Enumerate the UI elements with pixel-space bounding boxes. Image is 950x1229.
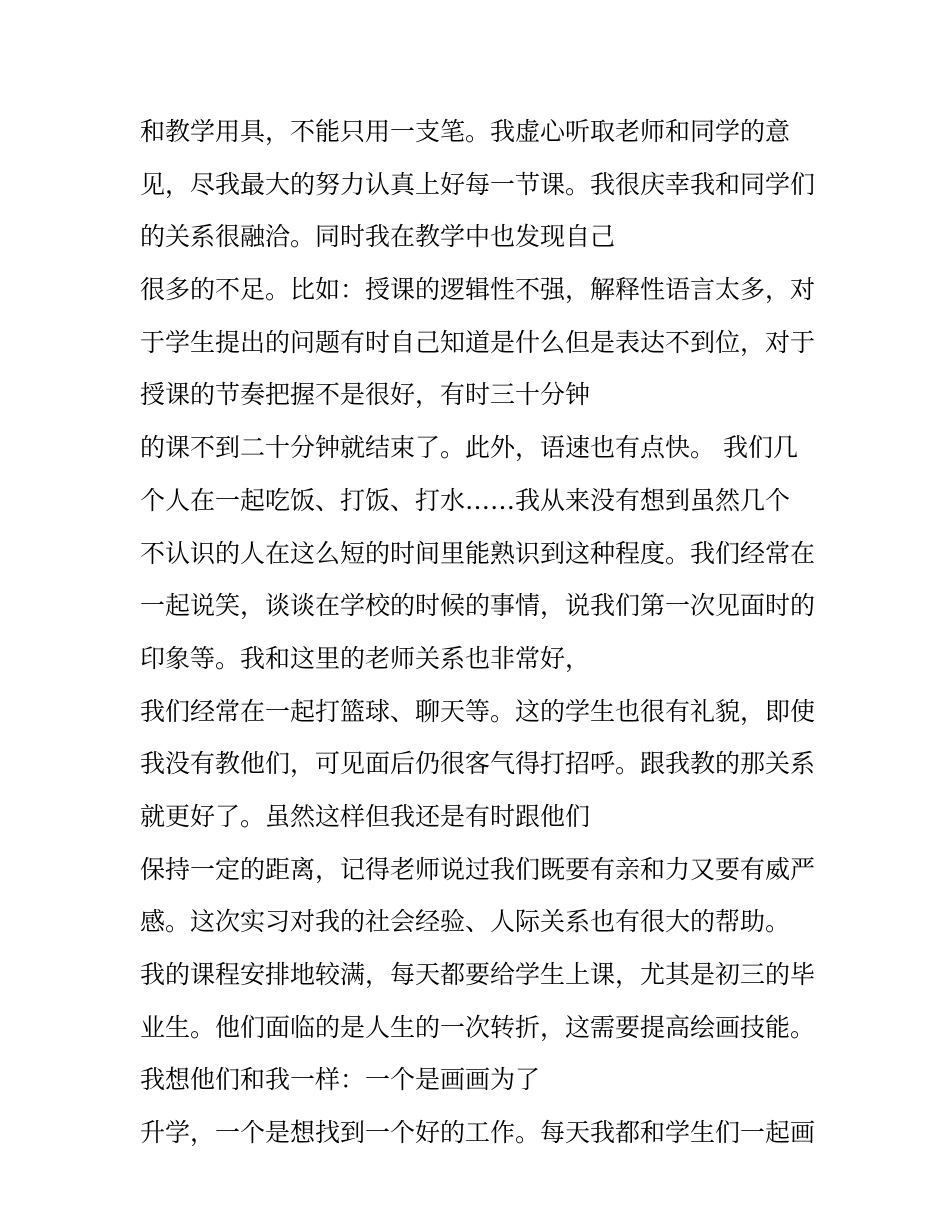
text-line: 不认识的人在这么短的时间里能熟识到这种程度。我们经常在 <box>140 538 816 568</box>
text-line: 印象等。我和这里的老师关系也非常好， <box>140 643 591 673</box>
text-line: 见，尽我最大的努力认真上好每一节课。我很庆幸我和同学们 <box>140 169 816 199</box>
text-line: 我们经常在一起打篮球、聊天等。这的学生也很有礼貌，即使 <box>140 696 816 726</box>
text-line: 个人在一起吃饭、打饭、打水……我从来没有想到虽然几个 <box>140 485 791 515</box>
text-line: 我的课程安排地较满，每天都要给学生上课，尤其是初三的毕 <box>140 960 816 989</box>
text-line: 的关系很融洽。同时我在教学中也发现自己 <box>140 222 616 252</box>
text-line: 一起说笑，谈谈在学校的时候的事情，说我们第一次见面时的 <box>140 591 816 621</box>
text-line: 感。这次实习对我的社会经验、人际关系也有很大的帮助。 <box>140 907 791 937</box>
text-line: 我想他们和我一样：一个是画画为了 <box>140 1065 541 1095</box>
text-line: 很多的不足。比如：授课的逻辑性不强，解释性语言太多，对 <box>140 275 816 305</box>
text-line: 就更好了。虽然这样但我还是有时跟他们 <box>140 801 591 831</box>
text-line: 和教学用具，不能只用一支笔。我虚心听取老师和同学的意 <box>140 117 791 146</box>
text-line: 授课的节奏把握不是很好，有时三十分钟 <box>140 380 591 410</box>
text-line: 保持一定的距离，记得老师说过我们既要有亲和力又要有威严 <box>140 854 816 884</box>
body-text <box>140 106 820 1160</box>
text-line: 升学，一个是想找到一个好的工作。每天我都和学生们一起画 <box>140 1118 816 1148</box>
text-line: 业生。他们面临的是人生的一次转折，这需要提高绘画技能。 <box>140 1012 816 1042</box>
text-line: 我没有教他们，可见面后仍很客气得打招呼。跟我教的那关系 <box>140 749 816 779</box>
text-line: 的课不到二十分钟就结束了。此外，语速也有点快。 我们几 <box>140 433 798 463</box>
text-line: 于学生提出的问题有时自己知道是什么但是表达不到位，对于 <box>140 327 816 357</box>
